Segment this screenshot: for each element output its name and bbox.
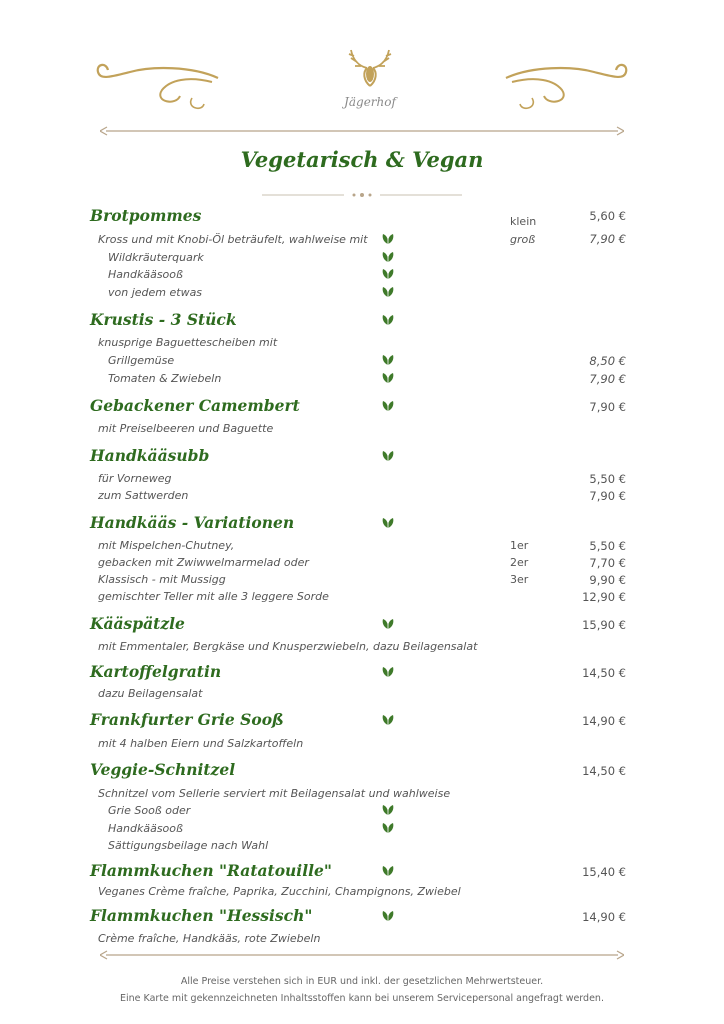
price: 8,50 € [589, 354, 626, 368]
dish-title: Krustis - 3 Stück [90, 310, 237, 329]
vegan-leaf-icon [381, 865, 395, 877]
deer-logo-icon [345, 46, 395, 90]
dish-title: Brotpommes [90, 206, 202, 225]
option-item: Sättigungsbeilage nach Wahl [108, 839, 269, 852]
dish-description: Kross und mit Knobi-Öl beträufelt, wahlweise mit [98, 233, 368, 246]
dish-title: Veggie-Schnitzel [90, 760, 236, 779]
bottom-divider [100, 950, 624, 960]
footer-note: Eine Karte mit gekennzeichneten Inhaltsstoffen kann bei unserem Servicepersonal angefragt werden. [120, 993, 604, 1004]
price: 7,90 € [589, 232, 626, 246]
dish-description: knusprige Baguettescheiben mit [98, 336, 278, 349]
vegan-leaf-icon [381, 372, 395, 384]
dish-description: dazu Beilagensalat [98, 687, 203, 700]
price: 14,50 € [582, 666, 626, 680]
option-item: Handkääsooß [108, 268, 183, 281]
vegan-leaf-icon [381, 233, 395, 245]
vegan-leaf-icon [381, 400, 395, 412]
dish-description: Klassisch - mit Mussigg [98, 573, 226, 586]
vegan-leaf-icon [381, 714, 395, 726]
price: 7,90 € [589, 400, 626, 414]
vegan-leaf-icon [381, 450, 395, 462]
count-label: 3er [510, 573, 529, 586]
dish-title: Frankfurter Grie Sooß [90, 710, 284, 729]
dish-title: Flammkuchen "Ratatouille" [90, 861, 332, 880]
left-flourish [92, 58, 222, 116]
option-item: Grillgemüse [108, 354, 175, 367]
option-item: Tomaten & Zwiebeln [108, 372, 222, 385]
price: 7,90 € [589, 372, 626, 386]
vegan-leaf-icon [381, 822, 395, 834]
vegan-leaf-icon [381, 314, 395, 326]
dish-description: gebacken mit Zwiwwelmarmelad oder [98, 556, 309, 569]
dish-description: mit Mispelchen-Chutney, [98, 539, 235, 552]
price: 7,90 € [589, 489, 626, 503]
size-label: groß [510, 233, 536, 246]
option-item: Wildkräuterquark [108, 251, 204, 264]
vegan-leaf-icon [381, 666, 395, 678]
right-flourish [502, 58, 632, 116]
dish-title: Flammkuchen "Hessisch" [90, 906, 313, 925]
vegan-leaf-icon [381, 804, 395, 816]
vegan-leaf-icon [381, 910, 395, 922]
dish-title: Handkääs - Variationen [90, 513, 295, 532]
title-divider [262, 190, 462, 200]
count-label: 1er [510, 539, 529, 552]
count-label: 2er [510, 556, 529, 569]
dish-description: Veganes Crème fraîche, Paprika, Zucchini, Champignons, Zwiebel [98, 885, 461, 898]
vegan-leaf-icon [381, 618, 395, 630]
size-label: klein [510, 215, 537, 228]
vegan-leaf-icon [381, 286, 395, 298]
price: 12,90 € [582, 590, 626, 604]
vegan-leaf-icon [381, 251, 395, 263]
price: 7,70 € [589, 556, 626, 570]
option-item: Handkääsooß [108, 822, 183, 835]
top-divider [100, 126, 624, 136]
footer-note: Alle Preise verstehen sich in EUR und inkl. der gesetzlichen Mehrwertsteuer. [180, 976, 544, 987]
price: 14,90 € [582, 910, 626, 924]
price: 14,50 € [582, 764, 626, 778]
price: 5,50 € [589, 539, 626, 553]
dish-description: gemischter Teller mit alle 3 leggere Sorde [98, 590, 329, 603]
option-item: Grie Sooß oder [108, 804, 191, 817]
dish-title: Handkääsubb [90, 446, 210, 465]
price: 14,90 € [582, 714, 626, 728]
section-title: Vegetarisch & Vegan [240, 147, 484, 172]
option-item: von jedem etwas [108, 286, 203, 299]
dish-description: mit Emmentaler, Bergkäse und Knusperzwiebeln, dazu Beilagensalat [98, 640, 478, 653]
dish-description: Schnitzel vom Sellerie serviert mit Beilagensalat und wahlweise [98, 787, 451, 800]
price: 5,50 € [589, 472, 626, 486]
price: 5,60 € [589, 209, 626, 223]
dish-description: für Vorneweg [98, 472, 172, 485]
vegan-leaf-icon [381, 268, 395, 280]
price: 15,40 € [582, 865, 626, 879]
dish-title: Kääspätzle [90, 614, 185, 633]
dish-description: zum Sattwerden [98, 489, 189, 502]
dish-title: Gebackener Camembert [90, 396, 300, 415]
dish-description: mit 4 halben Eiern und Salzkartoffeln [98, 737, 304, 750]
vegan-leaf-icon [381, 354, 395, 366]
dish-description: mit Preiselbeeren und Baguette [98, 422, 274, 435]
price: 15,90 € [582, 618, 626, 632]
restaurant-name: Jägerhof [344, 95, 396, 109]
vegan-leaf-icon [381, 517, 395, 529]
price: 9,90 € [589, 573, 626, 587]
dish-description: Crème fraîche, Handkääs, rote Zwiebeln [98, 932, 321, 945]
dish-title: Kartoffelgratin [90, 662, 222, 681]
